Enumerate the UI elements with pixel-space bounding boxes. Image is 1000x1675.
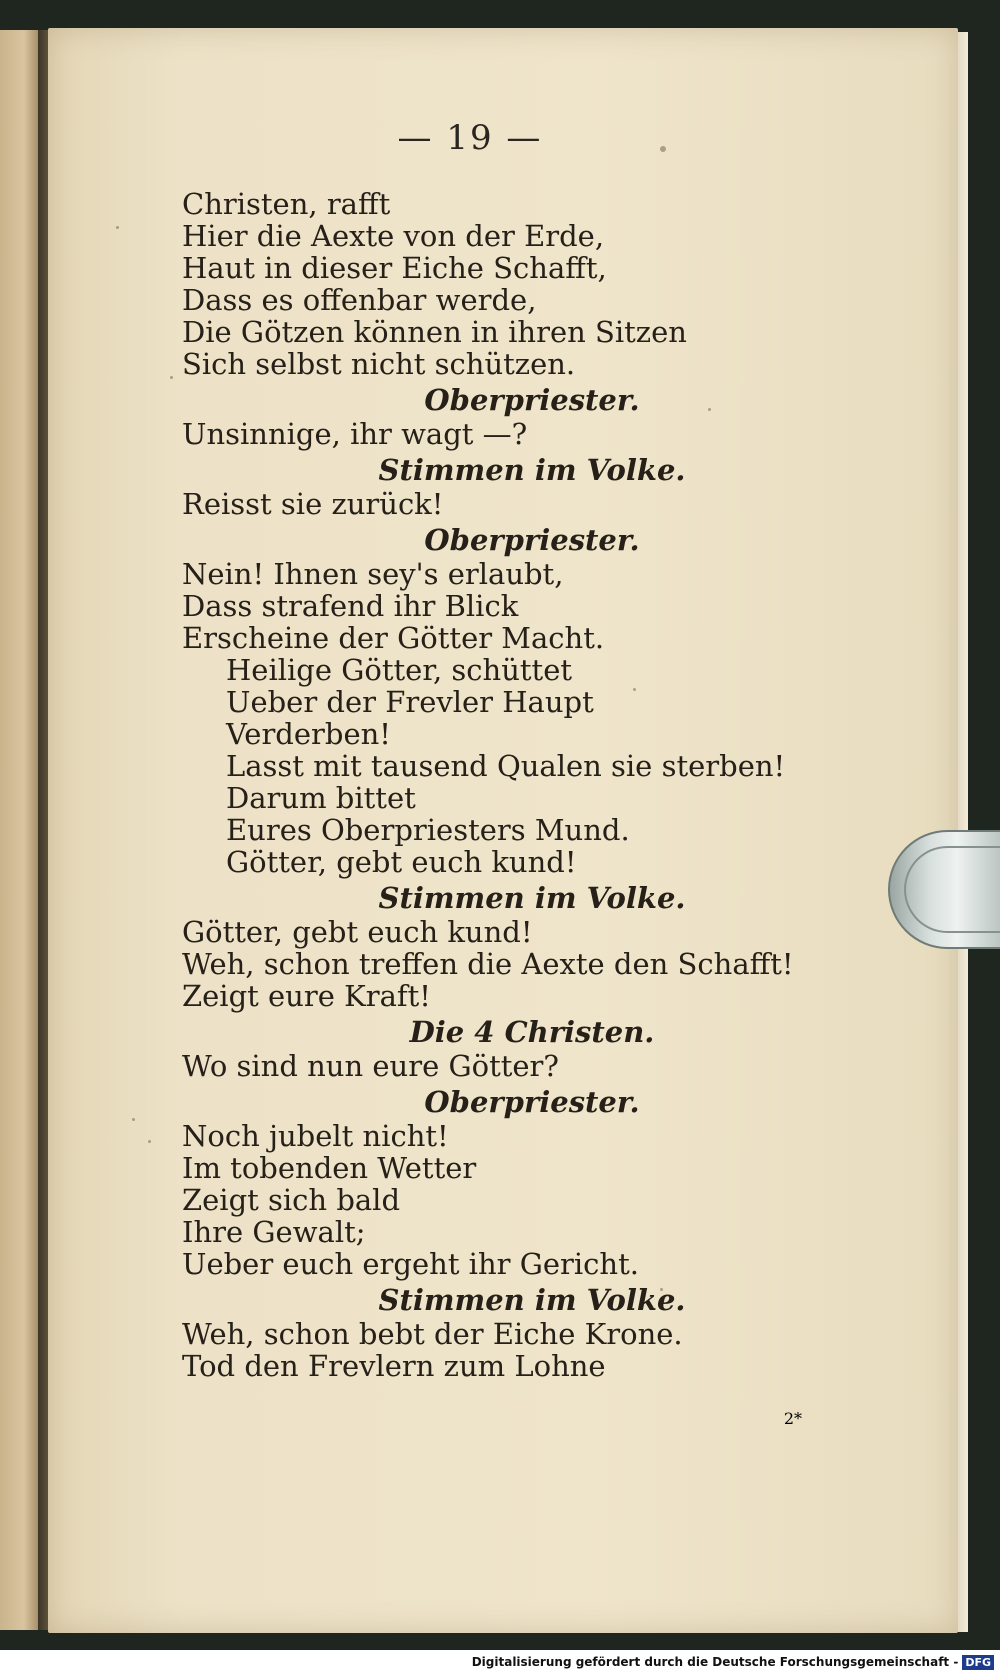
speaker-heading: Stimmen im Volke.	[378, 1283, 686, 1317]
verse-line: Tod den Frevlern zum Lohne	[182, 1349, 606, 1383]
verse-line: Heilige Götter, schüttet	[226, 653, 573, 687]
signature-mark: 2*	[783, 1409, 802, 1428]
footer-credit: Digitalisierung gefördert durch die Deutsche Forschungsgemeinschaft -	[471, 1655, 959, 1669]
verse-line: Noch jubelt nicht!	[182, 1119, 449, 1153]
verse-line: Ihre Gewalt;	[182, 1215, 366, 1249]
verse-line: Wo sind nun eure Götter?	[182, 1049, 559, 1083]
speaker-heading: Stimmen im Volke.	[378, 881, 686, 915]
speaker-heading: Oberpriester.	[424, 523, 640, 557]
verse-line: Haut in dieser Eiche Schafft,	[182, 251, 607, 285]
verse-line: Sich selbst nicht schützen.	[182, 347, 576, 381]
verse-line: Dass es offenbar werde,	[182, 283, 537, 317]
verse-line: Zeigt eure Kraft!	[182, 979, 431, 1013]
verse-line: Lasst mit tausend Qualen sie sterben!	[226, 749, 786, 783]
page-number: — 19 —	[397, 118, 543, 158]
verse-line: Götter, gebt euch kund!	[226, 845, 577, 879]
verse-line: Darum bittet	[226, 781, 416, 815]
digitization-footer	[0, 1650, 1000, 1675]
verse-line: Nein! Ihnen sey's erlaubt,	[182, 557, 564, 591]
verse-line: Weh, schon bebt der Eiche Krone.	[182, 1317, 683, 1351]
verse-line: Ueber der Frevler Haupt	[226, 685, 594, 719]
speaker-heading: Oberpriester.	[424, 1085, 640, 1119]
verse-line: Hier die Aexte von der Erde,	[182, 219, 605, 253]
speaker-heading: Oberpriester.	[424, 383, 640, 417]
verse-line: Verderben!	[226, 717, 391, 751]
verse-line: Dass strafend ihr Blick	[182, 589, 519, 623]
verse-line: Erscheine der Götter Macht.	[182, 621, 605, 655]
verse-line: Im tobenden Wetter	[182, 1151, 477, 1185]
verse-line: Zeigt sich bald	[182, 1183, 401, 1217]
speaker-heading: Stimmen im Volke.	[378, 453, 686, 487]
speaker-heading: Die 4 Christen.	[409, 1015, 655, 1049]
previous-page-edge	[0, 30, 40, 1630]
verse-line: Christen, rafft	[182, 187, 391, 221]
verse-line: Ueber euch ergeht ihr Gericht.	[182, 1247, 639, 1281]
verse-line: Eures Oberpriesters Mund.	[226, 813, 630, 847]
verse-line: Reisst sie zurück!	[182, 487, 444, 521]
verse-line: Die Götzen können in ihren Sitzen	[182, 315, 687, 349]
verse-line: Weh, schon treffen die Aexte den Schafft!	[182, 947, 794, 981]
verse-line: Unsinnige, ihr wagt —?	[182, 417, 528, 451]
verse-text	[182, 188, 942, 1382]
verse-line: Götter, gebt euch kund!	[182, 915, 533, 949]
dfg-logo: DFG	[962, 1655, 994, 1670]
